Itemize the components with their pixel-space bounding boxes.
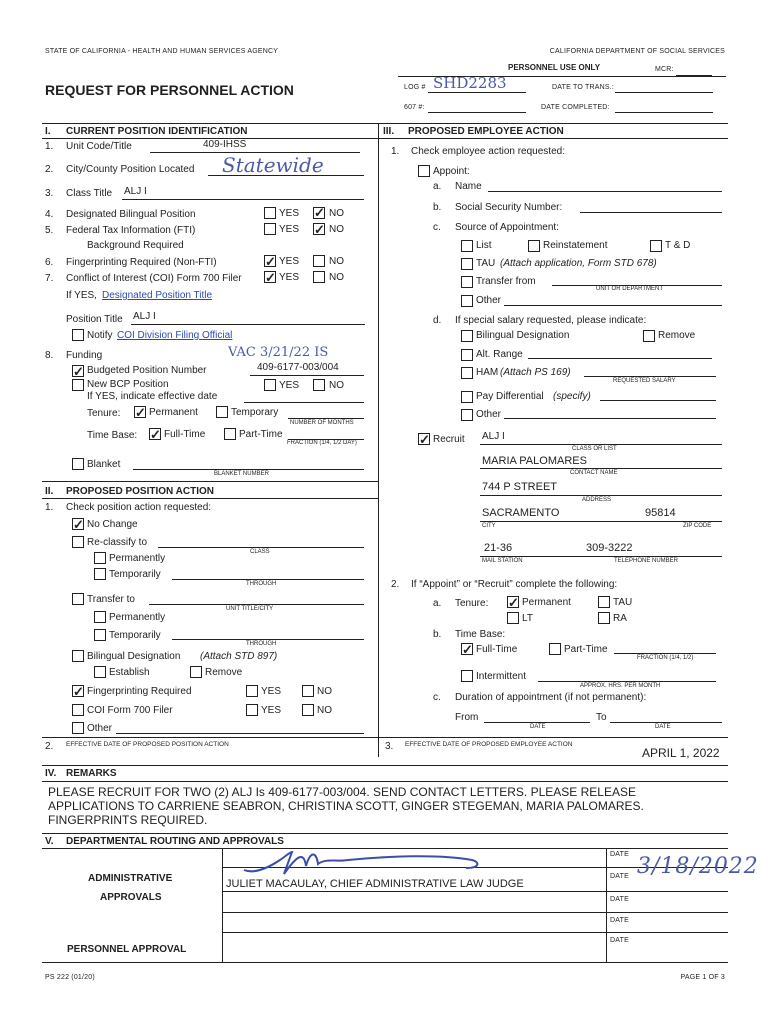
administrative-label: ADMINISTRATIVE xyxy=(88,873,173,884)
contact-name-value[interactable]: MARIA PALOMARES xyxy=(482,455,587,467)
position-effective-date-label: EFFECTIVE DATE OF PROPOSED POSITION ACTION xyxy=(66,741,229,748)
class-or-list-caption: CLASS OR LIST xyxy=(572,446,617,452)
remove-label: Remove xyxy=(658,330,696,341)
item-letter: b. xyxy=(433,202,442,213)
no-label: NO xyxy=(317,705,332,716)
date-caption: DATE xyxy=(530,724,546,730)
transfer-to-label: Transfer to xyxy=(87,594,135,605)
temporarily-label: Temporarily xyxy=(109,630,161,641)
approvals-label: APPROVALS xyxy=(100,892,162,903)
notify-text: Notify xyxy=(87,330,113,341)
agency-left: STATE OF CALIFORNIA - HEALTH AND HUMAN SERVICES AGENCY xyxy=(45,48,279,55)
bilingual-designation3-checkbox[interactable] xyxy=(461,330,473,342)
no-label: NO xyxy=(329,224,344,235)
city-value[interactable]: SACRAMENTO xyxy=(482,507,560,519)
phone-caption: TELEPHONE NUMBER xyxy=(614,558,679,564)
time-base-label: Time Base: xyxy=(87,430,138,441)
check-mark-icon: ✓ xyxy=(462,642,473,657)
intermittent-label: Intermittent xyxy=(476,671,527,682)
personnel-approval-label: PERSONNEL APPROVAL xyxy=(67,944,187,955)
alt-range-label: Alt. Range xyxy=(476,349,523,360)
position-action-label: Check position action requested: xyxy=(66,502,212,513)
section-iv-heading: REMARKS xyxy=(66,768,117,779)
personnel-use-only: PERSONNEL USE ONLY xyxy=(508,63,601,72)
permanent-label: Permanent xyxy=(149,407,198,418)
tenure-temporary-checkbox[interactable] xyxy=(216,406,228,418)
if-yes-text: If YES, xyxy=(66,290,97,301)
check-mark-icon: ✓ xyxy=(508,595,519,610)
section-ii-num: II. xyxy=(45,486,54,497)
item-num: 1. xyxy=(45,502,54,513)
pay-differential-checkbox[interactable] xyxy=(461,391,473,403)
to-label: To xyxy=(596,712,607,723)
part-time-label: Part-Time xyxy=(564,644,608,655)
agency-right: CALIFORNIA DEPARTMENT OF SOCIAL SERVICES xyxy=(549,48,725,55)
check-mark-icon: ✓ xyxy=(265,254,276,269)
new-bcp-checkbox[interactable] xyxy=(72,379,84,391)
fingerprinting-label: Fingerprinting Required xyxy=(87,686,192,697)
607-label: 607 #: xyxy=(404,104,425,111)
fp-yes-checkbox[interactable] xyxy=(246,685,258,697)
check-mark-icon: ✓ xyxy=(73,684,84,699)
date-label: DATE xyxy=(610,851,629,858)
establish-checkbox[interactable] xyxy=(94,666,106,678)
item-num: 2. xyxy=(45,741,54,752)
section-v-heading: DEPARTMENTAL ROUTING AND APPROVALS xyxy=(66,836,284,847)
approver-name: JULIET MACAULAY, CHIEF ADMINISTRATIVE LAW JUDGE xyxy=(226,878,524,890)
budgeted-value[interactable]: 409-6177-003/004 xyxy=(257,362,339,373)
through-caption: THROUGH xyxy=(246,641,277,647)
bilingual-designation-checkbox[interactable] xyxy=(72,650,84,662)
new-bcp-label: New BCP Position xyxy=(87,379,169,390)
contact-name-caption: CONTACT NAME xyxy=(570,470,618,476)
other-checkbox[interactable] xyxy=(72,722,84,734)
blanket-checkbox[interactable] xyxy=(72,458,84,470)
approx-hrs-caption: APPROX. HRS. PER MONTH xyxy=(580,683,661,689)
coi2-no-checkbox[interactable] xyxy=(302,704,314,716)
fingerprinting-no-checkbox[interactable] xyxy=(313,255,325,267)
yes-label: YES xyxy=(279,272,300,283)
section-iv-num: IV. xyxy=(45,768,57,779)
from-label: From xyxy=(455,712,479,723)
reclass-permanently-checkbox[interactable] xyxy=(94,552,106,564)
section-ii-heading: PROPOSED POSITION ACTION xyxy=(66,486,214,497)
reinstatement-checkbox[interactable] xyxy=(528,240,540,252)
part-time-checkbox[interactable] xyxy=(224,428,236,440)
bilingual-yes-checkbox[interactable] xyxy=(264,207,276,219)
ssn-label: Social Security Number: xyxy=(455,202,563,213)
ra-label: RA xyxy=(613,613,627,624)
item-num: 2. xyxy=(45,164,54,175)
item-letter: b. xyxy=(433,629,442,640)
item-num: 2. xyxy=(391,579,400,590)
tau-checkbox[interactable] xyxy=(461,258,473,270)
unit-code-label: Unit Code/Title xyxy=(66,141,132,152)
date-completed-label: DATE COMPLETED: xyxy=(541,104,610,111)
position-title-label: Position Title xyxy=(66,314,123,325)
tenure-label: Tenure: xyxy=(87,408,121,419)
intermittent-checkbox[interactable] xyxy=(461,670,473,682)
check-mark-icon: ✓ xyxy=(265,270,276,285)
check-mark-icon: ✓ xyxy=(135,405,146,420)
t-and-d-checkbox[interactable] xyxy=(650,240,662,252)
coi-filer-label: Conflict of Interest (COI) Form 700 Filer xyxy=(66,273,242,284)
item-num: 6. xyxy=(45,257,54,268)
item-num: 4. xyxy=(45,209,54,220)
reclassify-label: Re-classify to xyxy=(87,537,148,548)
full-time-label: Full-Time xyxy=(476,644,518,655)
yes-label: YES xyxy=(279,256,300,267)
other-label: Other xyxy=(476,295,502,306)
address-caption: ADDRESS xyxy=(582,497,612,503)
coi-form-label: COI Form 700 Filer xyxy=(87,705,173,716)
section-i-num: I. xyxy=(45,126,51,137)
check-mark-icon: ✓ xyxy=(150,427,161,442)
source-other-checkbox[interactable] xyxy=(461,295,473,307)
recruit-class-value[interactable]: ALJ I xyxy=(482,431,505,442)
reclass-temporarily-checkbox[interactable] xyxy=(94,568,106,580)
tenure3-tau-checkbox[interactable] xyxy=(598,596,610,608)
source-label: Source of Appointment: xyxy=(455,222,559,233)
fraction-caption: FRACTION (1/4, 1/2) xyxy=(637,655,694,661)
transfer-permanently-checkbox[interactable] xyxy=(94,611,106,623)
through-caption: THROUGH xyxy=(246,581,277,587)
handwritten-date: 3/18/2022 xyxy=(637,854,759,879)
address-value[interactable]: 744 P STREET xyxy=(482,481,557,493)
no-label: NO xyxy=(329,256,344,267)
special-salary-label: If special salary requested, please indicate: xyxy=(455,315,647,326)
date-label: DATE xyxy=(610,873,629,880)
permanently-label: Permanently xyxy=(109,612,166,623)
yes-label: YES xyxy=(279,224,300,235)
tau-attach-label: (Attach application, Form STD 678) xyxy=(500,258,657,269)
section-iii-num: III. xyxy=(383,126,395,137)
city-county-value[interactable]: Statewide xyxy=(222,153,324,177)
date-caption: DATE xyxy=(655,724,671,730)
position-title-value[interactable]: ALJ I xyxy=(133,311,156,322)
check-mark-icon: ✓ xyxy=(73,364,84,379)
requested-salary-caption: REQUESTED SALARY xyxy=(613,378,676,384)
item-num: 1. xyxy=(45,141,54,152)
remove3-checkbox[interactable] xyxy=(643,330,655,342)
unit-or-dept-caption: UNIT OR DEPARTMENT xyxy=(596,286,664,292)
funding-label: Funding xyxy=(66,350,103,361)
recruit-label: Recruit xyxy=(433,434,465,445)
pay-differential-label: Pay Differential xyxy=(476,391,544,402)
bcp-effective-label: If YES, indicate effective date xyxy=(87,391,218,402)
transfer-temporarily-checkbox[interactable] xyxy=(94,629,106,641)
check-mark-icon: ✓ xyxy=(419,432,430,447)
item-num: 8. xyxy=(45,350,54,361)
bilingual-label: Bilingual Designation xyxy=(476,330,570,341)
remarks-line-2: APPLICATIONS TO CARRIENE SEABRON, CHRISTINA SCOTT, GINGER STEGEMAN, MARIA PALOMARES. xyxy=(48,799,644,813)
yes-label: YES xyxy=(261,705,282,716)
ham-checkbox[interactable] xyxy=(461,367,473,379)
permanently-label: Permanently xyxy=(109,553,166,564)
specify-label: (specify) xyxy=(553,391,591,402)
tau-label: TAU xyxy=(476,258,496,269)
zip-value[interactable]: 95814 xyxy=(645,507,676,519)
full-time-label: Full-Time xyxy=(164,429,206,440)
tenure3-ra-checkbox[interactable] xyxy=(598,612,610,624)
fingerprinting-label: Fingerprinting Required (Non-FTI) xyxy=(66,257,217,268)
class-title-value[interactable]: ALJ I xyxy=(124,186,147,197)
ham-label: HAM xyxy=(476,367,499,378)
remarks-line-1: PLEASE RECRUIT FOR TWO (2) ALJ Is 409-6177-003/004. SEND CONTACT LETTERS. PLEASE RELEASE xyxy=(48,785,636,799)
alt-range-checkbox[interactable] xyxy=(461,349,473,361)
page-number: PAGE 1 OF 3 xyxy=(680,974,725,981)
other-label: Other xyxy=(476,409,502,420)
fti-label: Federal Tax Information (FTI) xyxy=(66,225,196,236)
months-caption: NUMBER OF MONTHS xyxy=(290,420,354,426)
fti-sub-label: Background Required xyxy=(87,240,184,251)
date-to-trans-label: DATE TO TRANS.: xyxy=(552,84,614,91)
transfer-to-checkbox[interactable] xyxy=(72,593,84,605)
no-change-label: No Change xyxy=(87,519,138,530)
item-num: 1. xyxy=(391,146,400,157)
log-label: LOG # xyxy=(404,84,426,91)
item-letter: a. xyxy=(433,598,442,609)
transfer-from-label: Transfer from xyxy=(476,276,536,287)
item-letter: a. xyxy=(433,181,442,192)
yes-label: YES xyxy=(279,380,300,391)
list-checkbox[interactable] xyxy=(461,240,473,252)
other-label: Other xyxy=(87,723,113,734)
establish-label: Establish xyxy=(109,667,150,678)
yes-label: YES xyxy=(261,686,282,697)
transfer-from-checkbox[interactable] xyxy=(461,276,473,288)
date-label: DATE xyxy=(610,937,629,944)
budgeted-label: Budgeted Position Number xyxy=(87,365,207,376)
attach-std-label: (Attach STD 897) xyxy=(200,651,278,662)
coi-form-checkbox[interactable] xyxy=(72,704,84,716)
tenure3-lt-checkbox[interactable] xyxy=(507,612,519,624)
unit-title-city-caption: UNIT TITLE/CITY xyxy=(226,606,274,612)
name-label: Name xyxy=(455,181,482,192)
date-label: DATE xyxy=(610,896,629,903)
duration-label: Duration of appointment (if not permanent): xyxy=(455,692,647,703)
form-title: REQUEST FOR PERSONNEL ACTION xyxy=(45,82,294,98)
employee-effective-date-label: EFFECTIVE DATE OF PROPOSED EMPLOYEE ACTION xyxy=(405,741,573,748)
zip-caption: ZIP CODE xyxy=(683,523,712,529)
no-label: NO xyxy=(329,380,344,391)
list-label: List xyxy=(476,240,492,251)
fp-no-checkbox[interactable] xyxy=(302,685,314,697)
appoint-label: Appoint: xyxy=(433,166,470,177)
item-num: 5. xyxy=(45,225,54,236)
mail-station-caption: MAIL STATION xyxy=(482,558,523,564)
employee-action-label: Check employee action requested: xyxy=(411,146,565,157)
salary-other-checkbox[interactable] xyxy=(461,409,473,421)
unit-code-value[interactable]: 409-IHSS xyxy=(203,139,247,150)
appoint-checkbox[interactable] xyxy=(418,165,430,177)
mail-station-value[interactable]: 21-36 xyxy=(484,542,513,554)
log-number: SHD2283 xyxy=(433,74,507,92)
class-caption: CLASS xyxy=(250,549,270,555)
yes-label: YES xyxy=(279,208,300,219)
item-num: 3. xyxy=(45,188,54,199)
fti-yes-checkbox[interactable] xyxy=(264,223,276,235)
vac-stamp: VAC 3/21/22 IS xyxy=(228,345,329,360)
part-time-label: Part-Time xyxy=(239,429,283,440)
notify-checkbox[interactable] xyxy=(72,329,84,341)
section-i-heading: CURRENT POSITION IDENTIFICATION xyxy=(66,126,248,137)
permanent-label: Permanent xyxy=(522,597,571,608)
city-caption: CITY xyxy=(482,523,496,529)
item-num: 3. xyxy=(385,741,394,752)
blanket-number-caption: BLANKET NUMBER xyxy=(214,471,269,477)
designated-position-title-link[interactable]: Designated Position Title xyxy=(102,290,213,301)
part-time3-checkbox[interactable] xyxy=(549,643,561,655)
bilingual-position-label: Designated Bilingual Position xyxy=(66,209,196,220)
bcp-no-checkbox[interactable] xyxy=(313,379,325,391)
tenure-label: Tenure: xyxy=(455,598,489,609)
item-letter: c. xyxy=(433,222,441,233)
item-letter: c. xyxy=(433,692,441,703)
ham-attach-label: (Attach PS 169) xyxy=(500,367,571,378)
section-v-num: V. xyxy=(45,836,54,847)
form-id: PS 222 (01/20) xyxy=(45,974,95,981)
time-base-label: Time Base: xyxy=(455,629,506,640)
temporary-label: Temporary xyxy=(231,407,279,418)
no-label: NO xyxy=(329,208,344,219)
check-mark-icon: ✓ xyxy=(73,517,84,532)
no-label: NO xyxy=(329,272,344,283)
bcp-yes-checkbox[interactable] xyxy=(264,379,276,391)
city-county-label: City/County Position Located xyxy=(66,164,195,175)
reinstatement-label: Reinstatement xyxy=(543,240,608,251)
no-label: NO xyxy=(317,686,332,697)
class-title-label: Class Title xyxy=(66,188,113,199)
appoint-recruit-label: If “Appoint” or “Recruit” complete the following: xyxy=(411,579,618,590)
employee-effective-date-value[interactable]: APRIL 1, 2022 xyxy=(642,746,720,760)
lt-label: LT xyxy=(522,613,533,624)
remarks-line-3: FINGERPRINTS REQUIRED. xyxy=(48,813,208,827)
check-mark-icon: ✓ xyxy=(314,222,325,237)
t-and-d-label: T & D xyxy=(665,240,691,251)
item-num: 7. xyxy=(45,273,54,284)
phone-value[interactable]: 309-3222 xyxy=(586,542,633,554)
temporarily-label: Temporarily xyxy=(109,569,161,580)
bilingual-designation-label: Bilingual Designation xyxy=(87,651,181,662)
reclassify-checkbox[interactable] xyxy=(72,536,84,548)
remove-checkbox[interactable] xyxy=(190,666,202,678)
fraction-caption: FRACTION (1/4, 1/2 DAY) xyxy=(287,440,357,446)
signature-icon xyxy=(240,846,490,880)
date-label: DATE xyxy=(610,917,629,924)
remove-label: Remove xyxy=(205,667,243,678)
section-iii-heading: PROPOSED EMPLOYEE ACTION xyxy=(408,126,564,137)
coi2-yes-checkbox[interactable] xyxy=(246,704,258,716)
check-mark-icon: ✓ xyxy=(314,205,325,220)
coi-no-checkbox[interactable] xyxy=(313,271,325,283)
blanket-label: Blanket xyxy=(87,459,121,470)
item-letter: d. xyxy=(433,315,442,326)
coi-official-link[interactable]: COI Division Filing Official xyxy=(117,330,233,341)
mcr-label: MCR: xyxy=(655,66,674,73)
tau-label: TAU xyxy=(613,597,633,608)
